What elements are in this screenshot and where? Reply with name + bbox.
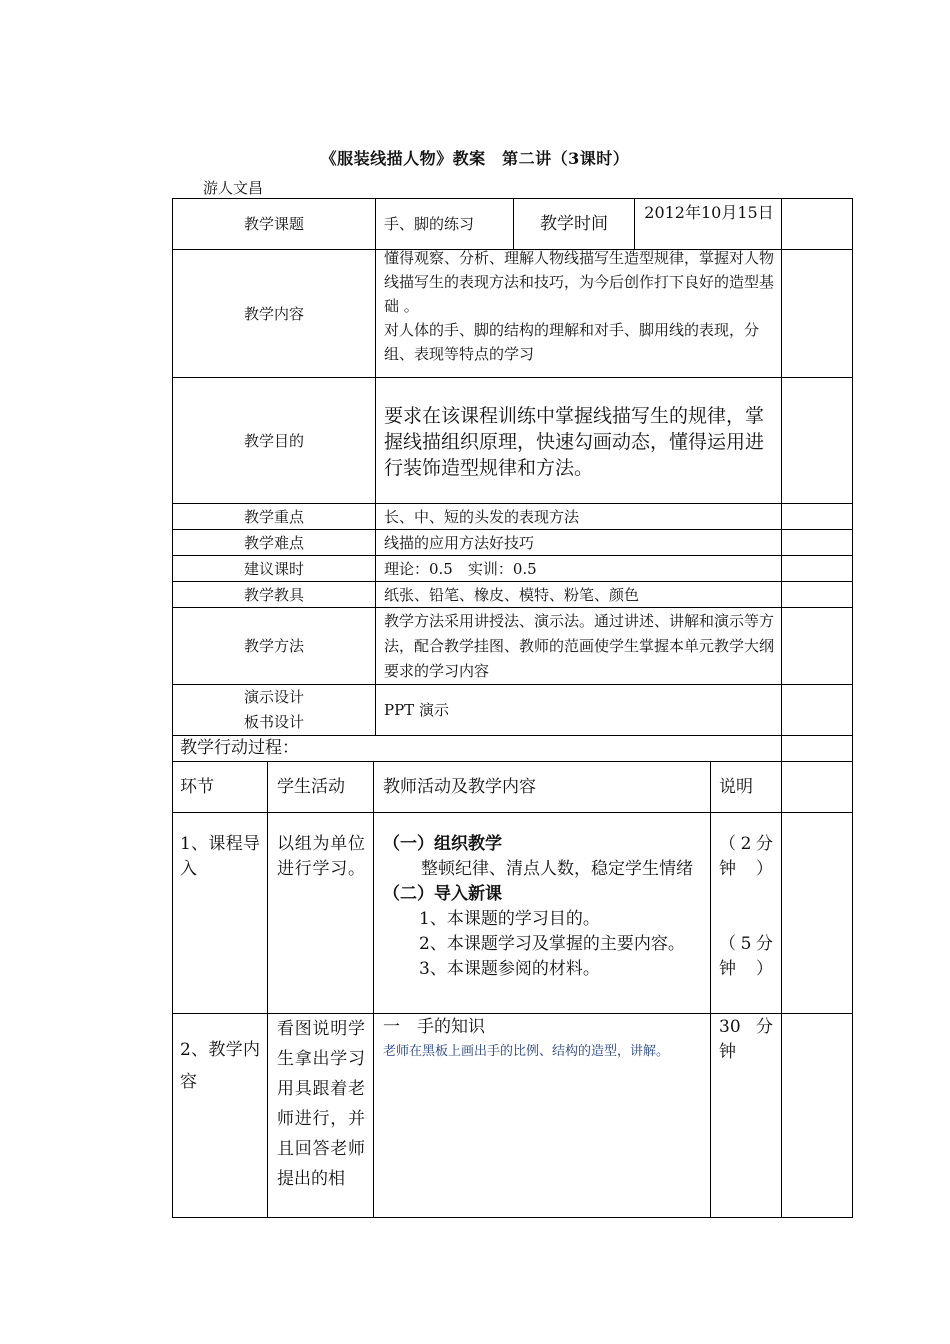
row1-student: 以组为单位进行学习。: [277, 834, 365, 879]
row1-note-2: （5分钟）: [719, 934, 773, 979]
content-value: [384, 246, 776, 366]
col-student-header: 学生活动: [277, 776, 345, 797]
col-teacher-header: 教师活动及教学内容: [383, 776, 536, 797]
row1-item-3: 3、本课题参阅的材料。: [419, 959, 600, 979]
content-label: 教学内容: [243, 304, 304, 323]
design-label-1: 演示设计: [243, 688, 304, 706]
topic-label: 教学课题: [243, 215, 304, 233]
tools-label: 教学教具: [243, 585, 304, 604]
document-title: 《服装线描人物》教案 第二讲（3课时）: [320, 149, 630, 168]
row1-section2-title: （二）导入新课: [383, 884, 502, 904]
method-value: 教学方法采用讲授法、演示法。通过讲述、讲解和演示等方法，配合教学挂图、教师的范画使学生掌握本单元教学大纲要求的学习内容: [384, 612, 775, 680]
row2-note: 30分钟: [719, 1017, 773, 1062]
time-label: 教学时间: [540, 213, 608, 234]
key-label: 教学重点: [243, 507, 304, 526]
row2-teacher-title: 一 手的知识: [383, 1017, 485, 1037]
col-stage-header: 环节: [180, 776, 214, 797]
author-name: 游人文昌: [203, 179, 264, 197]
difficulty-label: 教学难点: [243, 533, 304, 552]
row2-teacher: [383, 1015, 709, 1063]
hours-label: 建议课时: [243, 559, 304, 578]
row2-teacher-note: 老师在黑板上画出手的比例、结构的造型，讲解。: [383, 1044, 670, 1059]
design-value: PPT 演示: [384, 701, 449, 719]
hours-value: 理论：0.5 实训：0.5: [384, 559, 537, 578]
method-label: 教学方法: [243, 637, 304, 655]
row1-item-1: 1、本课题的学习目的。: [419, 909, 600, 929]
row1-section1-line: 整顿纪律、清点人数，稳定学生情绪: [421, 859, 693, 879]
row1-teacher: [383, 832, 709, 982]
design-label: [173, 685, 375, 735]
row1-note-1: （2分钟）: [719, 834, 773, 879]
row2-stage: 2、教学内容: [180, 1040, 260, 1092]
design-label-2: 板书设计: [243, 713, 304, 731]
row1-stage: 1、课程导入: [180, 834, 260, 879]
goal-label: 教学目的: [243, 431, 304, 450]
tools-value: 纸张、铅笔、橡皮、模特、粉笔、颜色: [384, 585, 640, 604]
content-line-2: 对人体的手、脚的结构的理解和对手、脚用线的表现，分组、表现等特点的学习: [384, 321, 760, 363]
goal-value: 要求在该课程训练中掌握线描写生的规律，掌握线描组织原理，快速勾画动态，懂得运用进行装饰造型规律和方法。: [384, 405, 765, 479]
row1-section1-title: （一）组织教学: [383, 834, 502, 854]
col-note-header: 说明: [719, 776, 753, 797]
difficulty-value: 线描的应用方法好技巧: [384, 533, 535, 552]
content-line-1: 懂得观察、分析、理解人物线描写生造型规律，掌握对人物线描写生的表现方法和技巧，为今后创作打下良好的造型基础 。: [384, 249, 775, 315]
time-value: 2012年10月15日: [644, 203, 774, 222]
process-heading: 教学行动过程：: [180, 738, 299, 758]
row2-student: 看图说明学生拿出学习用具跟着老师进行，并且回答老师提出的相: [277, 1019, 365, 1189]
topic-value: 手、脚的练习: [384, 215, 475, 233]
key-value: 长、中、短的头发的表现方法: [384, 507, 580, 526]
row1-item-2: 2、本课题学习及掌握的主要内容。: [419, 934, 685, 954]
